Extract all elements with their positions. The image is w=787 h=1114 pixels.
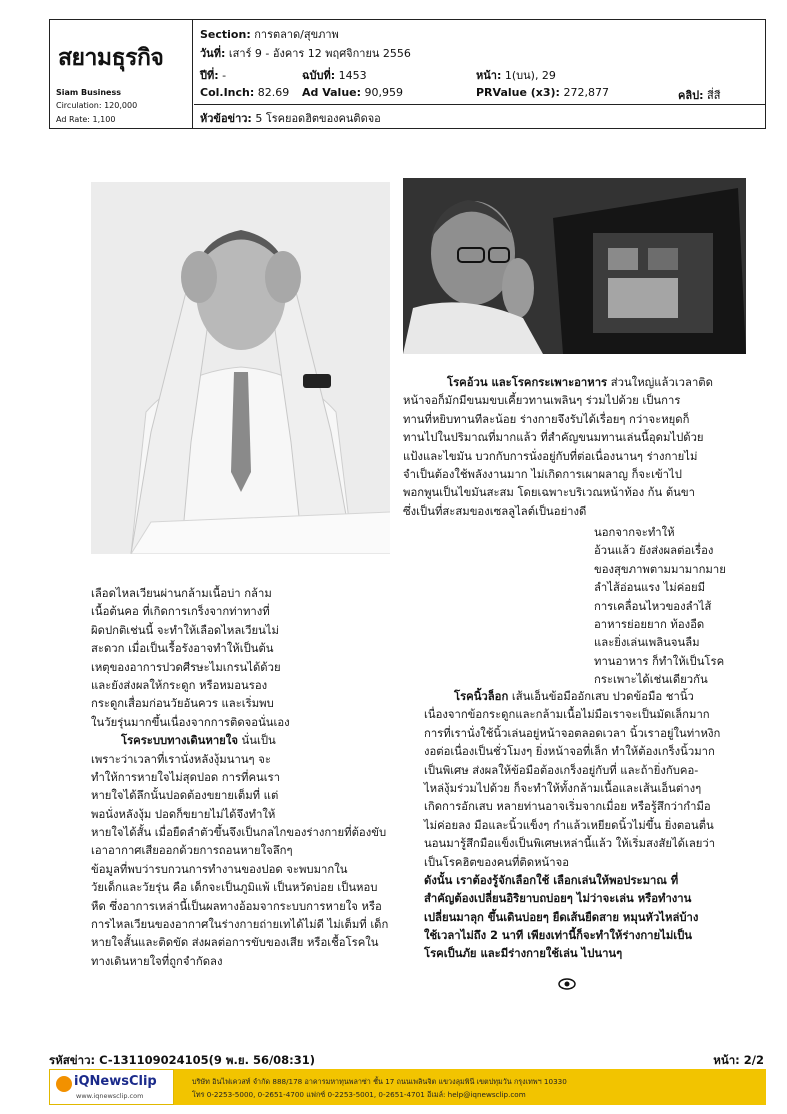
headline-value: 5 โรคยอดฮิตของคนติดจอ bbox=[255, 112, 381, 125]
text-line: ผิดปกติเช่นนี้ จะทำให้เลือดไหลเวียนไม่ bbox=[91, 623, 279, 637]
finger-first-line bbox=[424, 688, 720, 706]
text-line: เลือดไหลเวียนผ่านกล้ามเนื้อบ่า กล้าม bbox=[91, 587, 272, 600]
circulation: Circulation: 120,000 bbox=[56, 101, 138, 110]
text-line: เอาอากาศเสียออกด้วยการถอนหายใจลึกๆ bbox=[91, 844, 293, 858]
text-line: ส่วนใหญ่แล้วเวลาติด bbox=[607, 376, 713, 389]
iqnewsclip-logo[interactable] bbox=[49, 1069, 174, 1105]
obesity-heading: โรคอ้วน และโรคกระเพาะอาหาร bbox=[447, 376, 608, 389]
stressed-man-photo bbox=[91, 182, 390, 554]
text-line: การที่เรานั่งใช้นิ้วเล่นอยู่หน้าจอตลอดเวลา นิ้วเราอยู่ในท่าหงิก bbox=[424, 726, 721, 740]
text-line: อ้วนแล้ว ยังส่งผลต่อเรื่อง bbox=[594, 544, 714, 558]
text-line: เส้นเอ็นข้อมืออักเสบ ปวดข้อมือ ชานิ้ว bbox=[508, 690, 694, 703]
obesity-section bbox=[403, 374, 713, 521]
adval-row bbox=[302, 86, 403, 99]
logo-mark-icon bbox=[56, 1076, 72, 1092]
text-line: งอต่อเนื่องเป็นชั่วโมงๆ ยิ่งหน้าจอที่เล็ก ทำให้ต้องเกร็งนิ้วมาก bbox=[424, 745, 715, 759]
date-value: เสาร์ 9 - อังคาร 12 พฤศจิกายน 2556 bbox=[228, 47, 411, 60]
text-line: การไหลเวียนของอากาศในร่างกายถ่ายเทได้ไม่ดี ไม่เต็มที่ เด็ก bbox=[91, 918, 389, 932]
text-line: ในวัยรุ่นมากขึ้นเนื่องจากการติดจอนั่นเอง bbox=[91, 715, 290, 729]
year-row bbox=[200, 66, 226, 84]
headline-label: หัวข้อข่าว: bbox=[200, 112, 252, 125]
clipping-header bbox=[49, 19, 766, 129]
text-line: หืด ซึ่งอาการเหล่านี้เป็นผลทางอ้อมจากระบบการหายใจ หรือ bbox=[91, 899, 382, 913]
text-line: เป็นพิเศษ ส่งผลให้ข้อมือต้องเกร็งอยู่กับที่ และถ้ายิ่งกับคอ- bbox=[424, 763, 699, 777]
page-label: หน้า: bbox=[476, 69, 502, 82]
text-line: สะดวก เมื่อเป็นเรื้อรังอาจทำให้เป็นต้น bbox=[91, 642, 274, 656]
text-line: พอกพูนเป็นไขมันสะสม โดยเฉพาะบริเวณหน้าท้อง ก้น ต้นขา bbox=[403, 486, 695, 500]
stressed-man-illustration bbox=[91, 182, 390, 554]
publication-logo: สยามธุรกิจ bbox=[58, 45, 164, 71]
text-line: เหตุของอาการปวดศีรษะไมเกรนได้ด้วย bbox=[91, 660, 281, 674]
text-line: การเคลื่อนไหวของลำไส้ bbox=[594, 599, 712, 613]
obesity-continued bbox=[594, 524, 726, 690]
text-line: จำเป็นต้องใช้พลังงานมาก ไม่เกิดการเผาผลาญ ก็จะเข้าไป bbox=[403, 467, 682, 481]
colinch-value: 82.69 bbox=[257, 86, 290, 99]
text-line: ไม่ค่อยลง มือและนิ้วแข็งๆ กำแล้วเหยียดนิ้วไม่ขึ้น ยิ่งตอนตื่น bbox=[424, 818, 714, 832]
text-line: เนื้อต้นคอ ที่เกิดการเกร็งจากท่าทางที่ bbox=[91, 605, 270, 619]
computer-user-illustration bbox=[403, 178, 746, 354]
text-line: ทางเดินหายใจที่ถูกจำกัดลง bbox=[91, 954, 223, 968]
page-value: 1(บน), 29 bbox=[504, 69, 556, 82]
issue-row bbox=[302, 66, 367, 84]
text-line: ไหล่งุ้มร่วมไปด้วย ก็จะทำให้ทั้งกล้ามเนื้อและเส้นเอ็นต่างๆ bbox=[424, 781, 702, 795]
clip-row bbox=[678, 86, 720, 104]
clip-value: สี่สี bbox=[706, 89, 721, 102]
respiratory-heading: โรคระบบทางเดินหายใจ bbox=[121, 734, 238, 748]
publication-name: Siam Business bbox=[56, 88, 121, 97]
text-line: โรคเป็นภัย และมีร่างกายใช้เล่น ไปนานๆ bbox=[424, 947, 623, 961]
news-reference: รหัสข่าว: C-131109024105(9 พ.ย. 56/08:31) bbox=[49, 1053, 316, 1067]
company-contact: โทร 0-2253-5000, 0-2651-4700 แฟกซ์ 0-2253-5001, 0-2651-4701 อีเมล์: help@iqnewsclip.com bbox=[192, 1090, 526, 1099]
issue-label: ฉบับที่: bbox=[302, 69, 336, 82]
man-at-computer-photo bbox=[403, 178, 746, 354]
year-label: ปีที่: bbox=[200, 69, 219, 82]
text-line: อาหารย่อยยาก ท้องอืด bbox=[594, 617, 705, 631]
text-line: แป้งและไขมัน บวกกับการนั่งอยู่กับที่ต่อเนื่องนานๆ ร่างกายไม่ bbox=[403, 449, 698, 463]
section-value: การตลาด/สุขภาพ bbox=[254, 28, 339, 41]
text-line: วัยเด็กและวัยรุ่น คือ เด็กจะเป็นภูมิแพ้ เป็นหวัดบ่อย เป็นหอบ bbox=[91, 881, 378, 895]
text-line: เปลี่ยนมาลุก ขึ้นเดินบ่อยๆ ยืดเส้นยืดสาย หมุนหัวไหล่บ้าง bbox=[424, 910, 699, 924]
prval-value: 272,877 bbox=[563, 86, 609, 99]
adval-value: 90,959 bbox=[364, 86, 404, 99]
adval-label: Ad Value: bbox=[302, 86, 362, 99]
page-row bbox=[476, 66, 556, 84]
text-line: เป็นโรคฮิตของคนที่ติดหน้าจอ bbox=[424, 855, 570, 869]
text-line: ทานที่หยิบทานทีละน้อย ร่างกายจึงรับได้เรื่อยๆ กว่าจะหยุดก็ bbox=[403, 412, 690, 426]
text-line: ใช้เวลาไม่ถึง 2 นาที เพียงเท่านี้ก็จะทำให้ร่างกายไม่เป็น bbox=[424, 929, 693, 943]
text-line: และยังส่งผลให้กระดูก หรือหมอนรอง bbox=[91, 678, 268, 692]
text-line: ลำไส้อ่อนแรง ไม่ค่อยมี bbox=[594, 581, 706, 595]
text-line: และยิ่งเล่นเพลินจนลืม bbox=[594, 636, 700, 650]
end-mark-icon bbox=[558, 978, 576, 990]
text-line: ทำให้การหายใจไม่สุดปอด การที่คนเรา bbox=[91, 770, 281, 784]
issue-value: 1453 bbox=[338, 69, 367, 82]
finger-heading: โรคนิ้วล็อก bbox=[454, 690, 509, 703]
clipping-meta bbox=[194, 20, 765, 128]
text-line: กระเพาะได้เช่นเดียวกัน bbox=[594, 673, 708, 687]
clip-label: คลิป: bbox=[678, 89, 704, 102]
date-row bbox=[200, 44, 411, 62]
text-line: หน้าจอก็มักมีขนมขบเคี้ยวทานเพลินๆ ร่วมไปด้วย เป็นการ bbox=[403, 394, 681, 408]
text-line: พอนั่งหลังงุ้ม ปอดก็ขยายไม่ได้จึงทำให้ bbox=[91, 807, 276, 821]
text-line: ดังนั้น เราต้องรู้จักเลือกใช้ เลือกเล่นให้พอประมาณ ที่ bbox=[424, 873, 679, 887]
publication-box bbox=[50, 20, 193, 128]
text-line: เพราะว่าเวลาที่เรานั่งหลังงุ้มนานๆ จะ bbox=[91, 752, 271, 766]
text-line: หายใจสั้นและติดขัด ส่งผลต่อการขับของเสีย หรือเชื้อโรคใน bbox=[91, 936, 379, 950]
text-line: ของสุขภาพตามมามากมาย bbox=[594, 562, 726, 576]
text-line: หายใจได้ลึกนั้นปอดต้องขยายเต็มที่ แต่ bbox=[91, 789, 279, 803]
prval-row bbox=[476, 86, 609, 99]
headline-row bbox=[200, 109, 381, 127]
brand-name: iQNewsClip bbox=[74, 1074, 157, 1089]
text-line: เนื่องจากข้อกระดูกและกล้ามเนื้อไม่มือเราจะเป็นมัดเล็กมาก bbox=[424, 708, 710, 722]
ad-rate: Ad Rate: 1,100 bbox=[56, 115, 116, 124]
text-line: ทานอาหาร ก็ทำให้เป็นโรค bbox=[594, 654, 725, 668]
text-line: สำคัญต้องเปลี่ยนอิริยาบถบ่อยๆ ไม่ว่าจะเล่น หรือทำงาน bbox=[424, 892, 692, 906]
section-label: Section: bbox=[200, 28, 251, 41]
text-line: ทานไปในปริมาณที่มากแล้ว ที่สำคัญขนมทานเล่นนี้อุดมไปด้วย bbox=[403, 431, 704, 445]
text-line: ข้อมูลที่พบว่ารบกวนการทำงานของปอด จะพบมากใน bbox=[91, 862, 348, 876]
company-address: บริษัท อินไฟเควสท์ จำกัด 888/178 อาคารมหาทุนพลาซ่า ชั้น 17 ถนนเพลินจิต แขวงลุมพินี เขตปทุมวัน กรุงเทพฯ 10330 bbox=[192, 1077, 567, 1086]
brand-url: www.iqnewsclip.com bbox=[76, 1092, 144, 1100]
text-line: เกิดการอักเสบ หลายท่านอาจเริ่มจากเมื่อย หรือรู้สึกว่ากำมือ bbox=[424, 800, 711, 814]
text-line: กระดูกเสื่อมก่อนวัยอันควร และเริ่มพบ bbox=[91, 697, 274, 711]
obesity-first-line bbox=[403, 374, 713, 392]
text-line: ซึ่งเป็นที่สะสมของเซลลูไลต์เป็นอย่างดี bbox=[403, 504, 587, 518]
page-indicator: หน้า: 2/2 bbox=[713, 1053, 764, 1067]
prval-label: PRValue (x3): bbox=[476, 86, 560, 99]
year-value: - bbox=[222, 69, 227, 82]
date-label: วันที่: bbox=[200, 47, 226, 60]
colinch-label: Col.Inch: bbox=[200, 86, 255, 99]
header-divider bbox=[194, 104, 765, 105]
section-row bbox=[200, 25, 339, 43]
neck-section bbox=[91, 585, 388, 971]
text-line: หายใจได้สั้น เมื่อยืดลำตัวขึ้นจึงเป็นกลไกของร่างกายที่ต้องขับ bbox=[91, 826, 387, 840]
text-line: นอนมารู้สึกมือแข็งเป็นพิเศษเหล่านี้แล้ว ให้เริ่มสงสัยได้เลยว่า bbox=[424, 837, 716, 851]
text-line: นั่นเป็น bbox=[237, 734, 276, 748]
text-line: นอกจากจะทำให้ bbox=[594, 526, 675, 539]
resp-first-line bbox=[91, 732, 388, 750]
finger-section bbox=[424, 688, 720, 964]
colinch-row bbox=[200, 86, 289, 99]
